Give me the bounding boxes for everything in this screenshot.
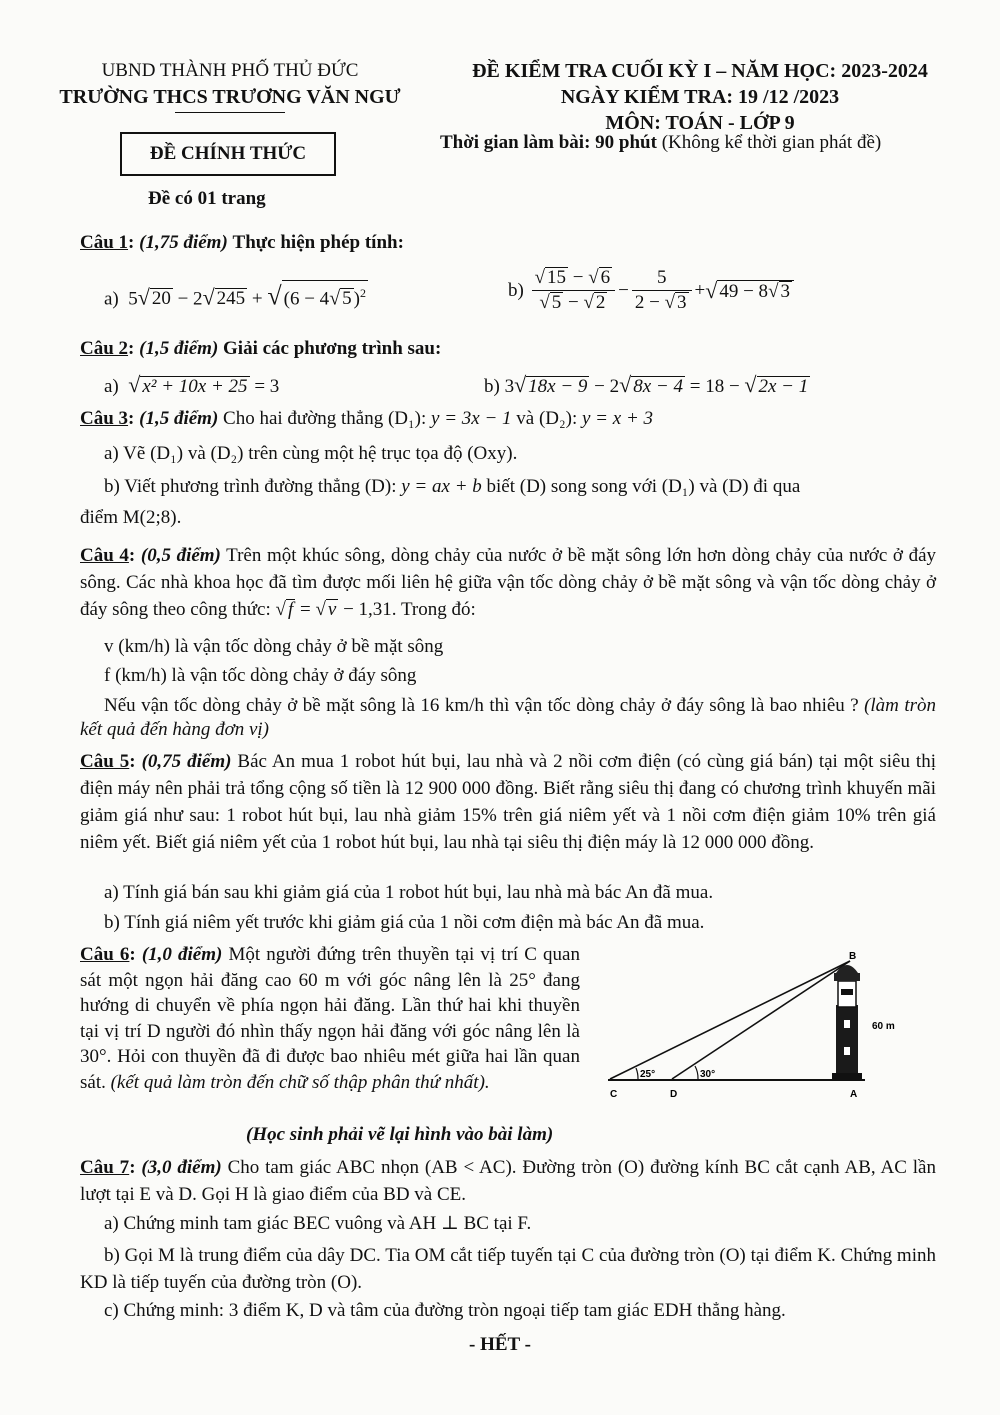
q1a-coef: 5: [128, 288, 138, 310]
q7-points: (3,0 điểm): [141, 1157, 222, 1178]
q3a: a) Vẽ (D₁) và (D₂) trên cùng một hệ trục tọa độ (Oxy).: [104, 443, 518, 464]
angle-arc-d: [695, 1066, 698, 1079]
q1-title: Thực hiện phép tính:: [232, 232, 404, 253]
q2a-label: a): [104, 376, 119, 397]
official-stamp: ĐỀ CHÍNH THỨC: [120, 132, 336, 176]
q3b-text2: biết (D) song song với (D₁) và (D) đi qua: [481, 476, 801, 497]
q3-points: (1,5 điểm): [139, 408, 219, 429]
q7a: a) Chứng minh tam giác BEC vuông và AH ⊥ BC tại F.: [104, 1213, 532, 1234]
q7b: [80, 1242, 936, 1296]
q4-tail: − 1,31. Trong đó:: [338, 599, 476, 620]
angle-d-label: 30°: [700, 1069, 716, 1080]
q6-points: (1,0 điểm): [141, 944, 223, 965]
subject: MÔN: TOÁN - LỚP 9: [605, 112, 795, 134]
lighthouse-icon: [832, 965, 862, 1080]
q2b-equation: b) 3√ 18x − 9 − 2√ 8x − 4 = 18 − √ 2x − 1: [484, 372, 809, 397]
point-c-label: C: [610, 1089, 618, 1100]
q6-text: Một người đứng trên thuyền tại vị trí C quan sát một ngọn hải đăng cao 60 m với góc nâng lên là 25° đang hướng di chuyển về phía ngọn hải đăng. Lần thứ hai khi thuyền tại vị trí D người đó nhìn thấy ngọn hải đăng với góc nâng lên là 30°. Hỏi con thuyền đã đi được bao nhiêu mét giữa hai lần quan sát.: [80, 944, 580, 1093]
q2b-op2: = 18 −: [684, 376, 745, 397]
lighthouse-figure: [600, 945, 910, 1105]
q1-points: (1,75 điểm): [139, 232, 228, 253]
q4-f-definition: f (km/h) là vận tốc dòng chảy ở đáy sông: [104, 665, 417, 686]
q2b-r1: 18x − 9: [528, 376, 588, 397]
q4-note: (làm tròn kết quả đến hàng đơn vị): [80, 695, 936, 740]
q2b-r2: 8x − 4: [633, 376, 683, 397]
q3b-line1: [104, 476, 800, 498]
q5-label: Câu 5: [80, 751, 130, 772]
q1a-op1: − 2: [172, 288, 203, 310]
header-divider: [175, 112, 285, 113]
end-marker: - HẾT -: [469, 1334, 531, 1355]
q4-f: f: [287, 599, 294, 620]
q4-label: Câu 4: [80, 545, 129, 566]
q1b-r1: 15: [547, 267, 567, 288]
sight-line-d: [672, 961, 850, 1079]
header-right: [430, 58, 970, 136]
q2a-rhs: = 3: [249, 376, 280, 397]
q4-eq: =: [295, 599, 316, 620]
q2a-radicand: x² + 10x + 25: [142, 376, 248, 397]
q1a-rad3: 5: [342, 288, 352, 310]
q1b-expression: b) $\frac{√ 15 - √ 6}{√ 5 - √ 2}$ − $\frac{5}{2 - √ 3}$ + √ 49 − 8√ 3: [508, 266, 794, 315]
q3-d1: y = 3x − 1: [431, 408, 512, 429]
q4-question: [80, 694, 936, 742]
q1b-m1: −: [568, 267, 589, 288]
q1b-den: 2 −: [634, 292, 665, 313]
page-count: Đề có 01 trang: [148, 188, 266, 209]
q1b-r2: 6: [600, 267, 611, 288]
point-d-label: D: [670, 1089, 678, 1100]
q2-points: (1,5 điểm): [139, 338, 219, 359]
q3b-eq: y = ax + b: [401, 476, 482, 497]
point-b-label: B: [849, 951, 857, 962]
q6-redraw-note: (Học sinh phải vẽ lại hình vào bài làm): [246, 1124, 554, 1145]
q5-points: (0,75 điểm): [141, 751, 232, 772]
q2-title: Giải các phương trình sau:: [223, 338, 442, 359]
q1a-rad1: 20: [151, 288, 171, 310]
q1-heading: Câu 1: (1,75 điểm) Thực hiện phép tính:: [80, 232, 404, 253]
q3-label: Câu 3: [80, 408, 129, 429]
q2b-coef: 3: [504, 376, 515, 397]
q1b-num: 5: [632, 266, 692, 291]
q2b-label: b): [484, 376, 500, 397]
q4-paragraph: Câu 4: (0,5 điểm) Trên một khúc sông, dòng chảy của nước ở bề mặt sông lớn hơn dòng chảy của nước ở đáy sông. Các nhà khoa học đã tìm được mối liên hệ giữa vận tốc dòng chảy ở bề mặt sông và vận tốc dòng chảy ở đáy sông theo công thức: √ f = √ v − 1,31. Trong đó:: [80, 545, 936, 620]
q6-label: Câu 6: [80, 944, 130, 965]
q1a-exp: 2: [360, 286, 366, 300]
q2b-r3: 2x − 1: [758, 376, 809, 397]
q2a-equation: a) √ x² + 10x + 25 = 3: [104, 372, 280, 397]
q4-text: Trên một khúc sông, dòng chảy của nước ở bề mặt sông lớn hơn dòng chảy của nước ở đáy sông. Các nhà khoa học đã tìm được mối liên hệ giữa vận tốc dòng chảy ở bề mặt sông và vận tốc dòng chảy ở đáy sông theo công thức:: [80, 545, 936, 620]
point-a-label: A: [850, 1089, 858, 1100]
org-name: UBND THÀNH PHỐ THỦ ĐỨC: [101, 60, 359, 81]
q1a-rad2: 245: [216, 288, 246, 310]
q2-heading: Câu 2: (1,5 điểm) Giải các phương trình sau:: [80, 338, 442, 359]
q1b-frac2: $\frac{5}{2 - √ 3}$: [632, 266, 692, 315]
exam-date: NGÀY KIỂM TRA: 19 /12 /2023: [560, 86, 840, 108]
q6-note: (kết quả làm tròn đến chữ số thập phân thứ nhất).: [110, 1071, 490, 1093]
angle-arc-c: [636, 1068, 638, 1079]
q1a-inner: (6 − 4: [283, 288, 330, 310]
q6-paragraph: Câu 6: (1,0 điểm) Một người đứng trên thuyền tại vị trí C quan sát một ngọn hải đăng cao 60 m với góc nâng lên là 25° đang hướng di chuyển về phía ngọn hải đăng. Lần thứ hai khi thuyền tại vị trí D người đó nhìn thấy ngọn hải đăng với góc nâng lên là 30°. Hỏi con thuyền đã đi được bao nhiêu mét giữa hai lần quan sát. (kết quả làm tròn đến chữ số thập phân thứ nhất).: [80, 944, 580, 1093]
q4-v: v: [327, 599, 337, 620]
q1b-r4: 2: [595, 292, 606, 313]
time-label: Thời gian làm bài: 90 phút: [440, 132, 657, 153]
q1b-r7: 3: [780, 280, 790, 302]
q3-intro: Cho hai đường thẳng (D₁):: [218, 408, 432, 429]
q1b-label: b): [508, 279, 524, 301]
q7-label: Câu 7: [80, 1157, 130, 1178]
q1a-label: a): [104, 288, 119, 310]
q3b-line2: điểm M(2;8).: [80, 507, 182, 528]
q1a-expression: a) 5√ 20 − 2√ 245 + √ (6 − 4√ 5 )$^2$: [104, 281, 366, 311]
q5b: b) Tính giá niêm yết trước khi giảm giá của 1 nồi cơm điện mà bác An đã mua.: [104, 912, 705, 933]
q2-label: Câu 2: [80, 338, 129, 359]
q7c: c) Chứng minh: 3 điểm K, D và tâm của đường tròn ngoại tiếp tam giác EDH thẳng hàng.: [104, 1300, 786, 1321]
q1b-r5: 3: [677, 292, 687, 313]
q4-question-text: Nếu vận tốc dòng chảy ở bề mặt sông là 16 km/h thì vận tốc dòng chảy ở đáy sông là bao nhiêu ?: [104, 695, 865, 716]
q4-points: (0,5 điểm): [140, 545, 221, 566]
q3b-text1: b) Viết phương trình đường thẳng (D):: [104, 476, 402, 497]
q1b-r6: 49 − 8: [719, 280, 769, 302]
q1a-op2: +: [247, 288, 268, 310]
q3-heading: Câu 3: (1,5 điểm) Cho hai đường thẳng (D₁): y = 3x − 1 và (D₂): y = x + 3: [80, 408, 654, 429]
header-left: [40, 58, 420, 113]
q2b-op1: − 2: [589, 376, 620, 397]
q7-paragraph: Câu 7: (3,0 điểm) Cho tam giác ABC nhọn (AB < AC). Đường tròn (O) đường kính BC cắt cạnh AB, AC lần lượt tại E và D. Gọi H là giao điểm của BD và CE.: [80, 1157, 936, 1205]
q7-text: Cho tam giác ABC nhọn (AB < AC). Đường tròn (O) đường kính BC cắt cạnh AB, AC lần lượt tại E và D. Gọi H là giao điểm của BD và CE.: [80, 1157, 936, 1205]
q5-text: Bác An mua 1 robot hút bụi, lau nhà và 2 nồi cơm điện (có cùng giá bán) tại một siêu thị điện máy nên phải trả tổng cộng số tiền là 12 900 000 đồng. Biết rằng siêu thị đang có chương trình khuyến mãi giảm giá như sau: 1 robot hút bụi, lau nhà giảm 15% trên giá niêm yết và 1 nồi cơm điện giảm 10% trên giá niêm yết. Biết giá niêm yết của 1 robot hút bụi, lau nhà tại siêu thị điện máy là 12 000 000 đồng.: [80, 751, 936, 853]
q1b-frac1: $\frac{√ 15 - √ 6}{√ 5 - √ 2}$: [532, 266, 616, 315]
time-line: [440, 132, 970, 154]
q1-label: Câu 1: [80, 232, 129, 253]
height-label: 60 m: [872, 1021, 895, 1032]
q1b-m2: −: [563, 292, 584, 313]
q5-paragraph: Câu 5: (0,75 điểm) Bác An mua 1 robot hút bụi, lau nhà và 2 nồi cơm điện (có cùng giá bán) tại một siêu thị điện máy nên phải trả tổng cộng số tiền là 12 900 000 đồng. Biết rằng siêu thị đang có chương trình khuyến mãi giảm giá như sau: 1 robot hút bụi, lau nhà giảm 15% trên giá niêm yết và 1 nồi cơm điện giảm 10% trên giá niêm yết. Biết giá niêm yết của 1 robot hút bụi, lau nhà tại siêu thị điện máy là 12 000 000 đồng.: [80, 751, 936, 853]
q3-d2: y = x + 3: [582, 408, 654, 429]
q1b-plus: +: [694, 279, 706, 301]
q5a: a) Tính giá bán sau khi giảm giá của 1 robot hút bụi, lau nhà mà bác An đã mua.: [104, 882, 714, 903]
sight-line-c: [610, 961, 850, 1079]
angle-c-label: 25°: [640, 1069, 656, 1080]
time-note: (Không kể thời gian phát đề): [656, 132, 882, 153]
school-name: TRƯỜNG THCS TRƯƠNG VĂN NGƯ: [59, 86, 401, 108]
q3-mid: và (D₂):: [511, 408, 582, 429]
q1b-r3: 5: [551, 292, 562, 313]
q4-v-definition: v (km/h) là vận tốc dòng chảy ở bề mặt sông: [104, 636, 444, 657]
q7b-text: b) Gọi M là trung điểm của dây DC. Tia OM cắt tiếp tuyến tại C của đường tròn (O) tại điểm K. Chứng minh KD là tiếp tuyến của đường tròn (O).: [80, 1245, 936, 1293]
exam-title: ĐỀ KIỂM TRA CUỐI KỲ I – NĂM HỌC: 2023-2024: [472, 60, 928, 82]
q1a-close: ): [353, 288, 360, 310]
